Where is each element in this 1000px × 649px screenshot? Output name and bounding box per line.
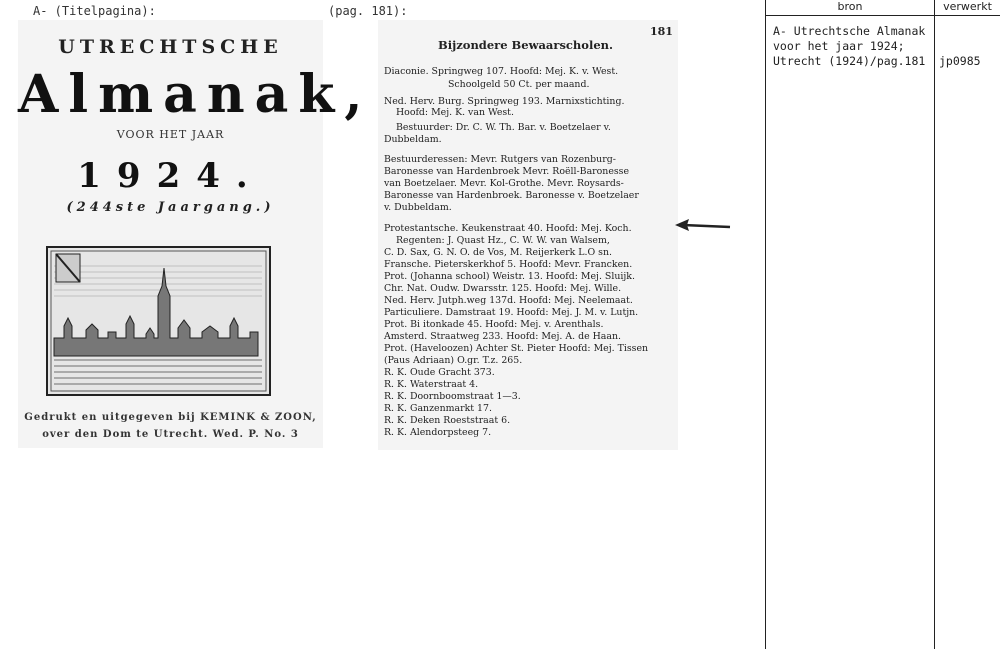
page-line: Prot. (Haveloozen) Achter St. Pieter Hoofd: Mej. Tissen <box>384 343 649 354</box>
page-line: C. D. Sax, G. N. O. de Vos, M. Reijerkerk L.O sn. <box>384 247 612 258</box>
title-page-edition: (244ste Jaargang.) <box>66 200 275 215</box>
page-181-scan <box>378 20 678 450</box>
page-line: R. K. Doornboomstraat 1—3. <box>384 391 521 402</box>
page-line: Particuliere. Damstraat 19. Hoofd: Mej. J. M. v. Lutjn. <box>384 307 639 318</box>
page-line: Baronesse van Hardenbroek Mevr. Roëll-Baronesse <box>384 166 630 177</box>
page-line: R. K. Waterstraat 4. <box>384 379 479 390</box>
page-heading: Bijzondere Bewaarscholen. <box>438 38 614 52</box>
page-number: 181 <box>650 25 673 38</box>
table-divider-left <box>765 0 766 649</box>
bron-line: A- Utrechtsche Almanak <box>773 24 926 38</box>
page-line: Dubbeldam. <box>384 134 442 145</box>
page-line: v. Dubbeldam. <box>384 202 452 213</box>
title-page-label: A- (Titelpagina): <box>33 4 156 18</box>
page-line: (Paus Adriaan) O.gr. T.z. 265. <box>384 355 523 366</box>
city-engraving-image <box>46 246 271 396</box>
page-line: Protestantsche. Keukenstraat 40. Hoofd: Mej. Koch. <box>384 223 632 234</box>
page-line: Prot. Bi itonkade 45. Hoofd: Mej. v. Arenthals. <box>384 319 604 330</box>
table-header-verwerkt: verwerkt <box>943 0 992 13</box>
left-arrow-icon <box>675 218 731 232</box>
title-page-title: Almanak, <box>18 64 373 125</box>
bron-line: Utrecht (1924)/pag.181 <box>773 54 926 68</box>
page-line: Chr. Nat. Oudw. Dwarsstr. 125. Hoofd: Mej. Wille. <box>384 283 622 294</box>
page-line: van Boetzelaer. Mevr. Kol-Grothe. Mevr. Roysards- <box>384 178 624 189</box>
page-line: Regenten: J. Quast Hz., C. W. W. van Walsem, <box>396 235 610 246</box>
title-page-year: 1924. <box>77 156 264 196</box>
title-page-imprint-line-2: over den Dom te Utrecht. Wed. P. No. 3 <box>42 429 299 440</box>
page-line: R. K. Alendorpsteeg 7. <box>384 427 492 438</box>
page-label: (pag. 181): <box>328 4 408 18</box>
title-page-scan <box>18 20 373 448</box>
page-line: Baronesse van Hardenbroek. Baronesse v. Boetzelaer <box>384 190 639 201</box>
table-cell-verwerkt: jp0985 <box>939 54 981 68</box>
title-page-heading: UTRECHTSCHE <box>58 36 283 58</box>
table-header-rule <box>765 15 1000 16</box>
bron-line: voor het jaar 1924; <box>773 39 905 53</box>
title-page-imprint-line-1: Gedrukt en uitgegeven bij KEMINK & ZOON, <box>24 412 317 423</box>
table-divider-middle <box>934 0 935 649</box>
page-line: R. K. Oude Gracht 373. <box>384 367 495 378</box>
page-line: Bestuurderessen: Mevr. Rutgers van Rozenburg- <box>384 154 616 165</box>
page-line: Fransche. Pieterskerkhof 5. Hoofd: Mevr. Francken. <box>384 259 633 270</box>
table-cell-bron <box>773 24 931 69</box>
page-line: Hoofd: Mej. K. van West. <box>396 107 514 118</box>
page-line: R. K. Ganzenmarkt 17. <box>384 403 492 414</box>
title-page-subtitle: VOOR HET JAAR <box>116 128 225 141</box>
page-line: Ned. Herv. Burg. Springweg 193. Marnixstichting. <box>384 96 625 107</box>
page-line: R. K. Deken Roeststraat 6. <box>384 415 511 426</box>
table-header-bron: bron <box>837 0 863 13</box>
page-line: Bestuurder: Dr. C. W. Th. Bar. v. Boetzelaer v. <box>396 122 611 133</box>
page-line: Ned. Herv. Jutph.weg 137d. Hoofd: Mej. Neelemaat. <box>384 295 633 306</box>
page-line: Amsterd. Straatweg 233. Hoofd: Mej. A. de Haan. <box>384 331 621 342</box>
page-line: Schoolgeld 50 Ct. per maand. <box>448 79 590 90</box>
page-line: Diaconie. Springweg 107. Hoofd: Mej. K. v. West. <box>384 66 619 77</box>
page-line: Prot. (Johanna school) Weistr. 13. Hoofd: Mej. Sluijk. <box>384 271 635 282</box>
